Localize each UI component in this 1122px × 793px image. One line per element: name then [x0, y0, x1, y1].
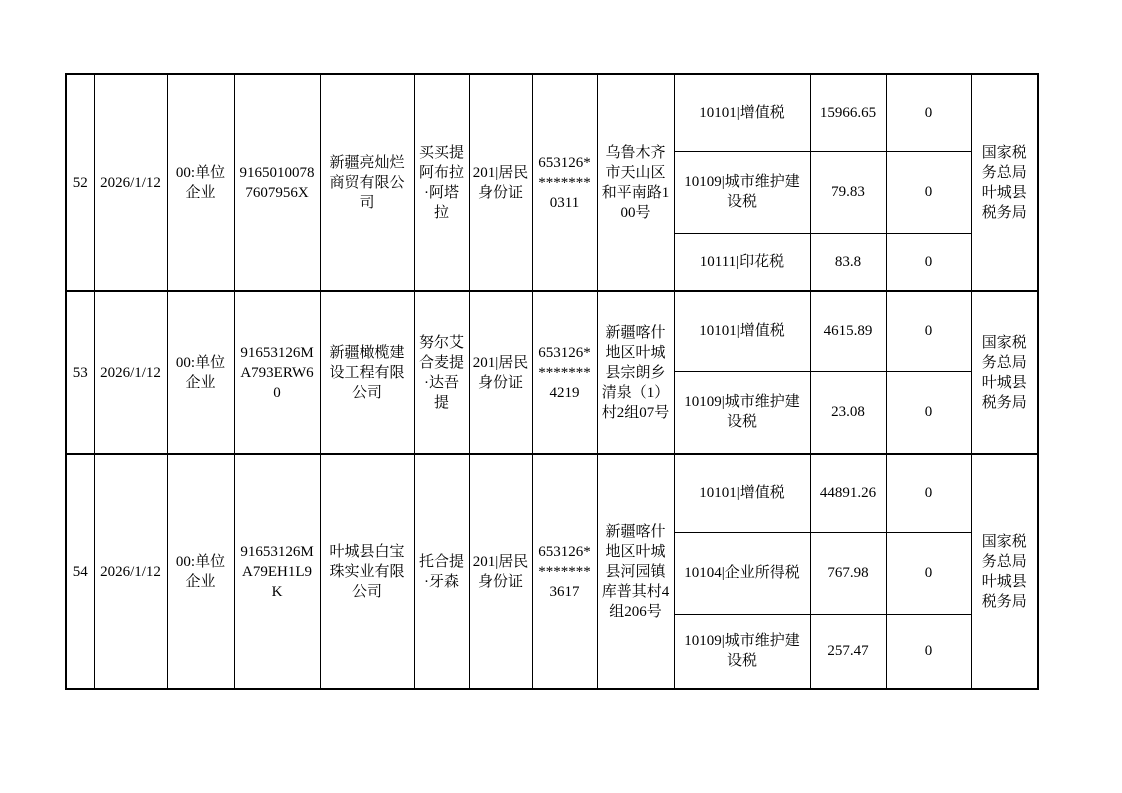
id-number-cell: 653126********3617 — [532, 454, 597, 689]
legal-person-cell: 托合提·牙森 — [414, 454, 469, 689]
records-body — [66, 74, 1038, 689]
company-cell: 叶城县白宝珠实业有限公司 — [320, 454, 414, 689]
credit-code-cell: 91653126MA793ERW60 — [234, 291, 320, 454]
seq-cell: 53 — [66, 291, 94, 454]
tax-item-cell: 10101|增值税 — [674, 74, 810, 151]
reg-type-cell: 00:单位企业 — [167, 74, 234, 291]
reg-type-cell: 00:单位企业 — [167, 291, 234, 454]
tax-penalty-cell: 0 — [886, 291, 971, 371]
seq-cell: 54 — [66, 454, 94, 689]
tax-amount-cell: 15966.65 — [810, 74, 886, 151]
tax-amount-cell: 83.8 — [810, 233, 886, 291]
tax-penalty-cell: 0 — [886, 454, 971, 532]
tax-amount-cell: 257.47 — [810, 614, 886, 689]
bureau-cell: 国家税务总局叶城县税务局 — [971, 291, 1038, 454]
tax-penalty-cell: 0 — [886, 532, 971, 614]
tax-amount-cell: 767.98 — [810, 532, 886, 614]
bureau-cell: 国家税务总局叶城县税务局 — [971, 74, 1038, 291]
tax-item-cell: 10109|城市维护建设税 — [674, 371, 810, 454]
legal-person-cell: 买买提阿布拉·阿塔拉 — [414, 74, 469, 291]
table-row — [66, 291, 1038, 371]
id-number-cell: 653126********0311 — [532, 74, 597, 291]
tax-penalty-cell: 0 — [886, 74, 971, 151]
reg-type-cell: 00:单位企业 — [167, 454, 234, 689]
legal-person-cell: 努尔艾合麦提·达吾提 — [414, 291, 469, 454]
date-cell: 2026/1/12 — [94, 454, 167, 689]
id-number-cell: 653126********4219 — [532, 291, 597, 454]
credit-code-cell: 91650100787607956X — [234, 74, 320, 291]
credit-code-cell: 91653126MA79EH1L9K — [234, 454, 320, 689]
tax-item-cell: 10109|城市维护建设税 — [674, 614, 810, 689]
date-cell: 2026/1/12 — [94, 291, 167, 454]
tax-amount-cell: 44891.26 — [810, 454, 886, 532]
tax-penalty-cell: 0 — [886, 151, 971, 233]
company-cell: 新疆亮灿烂商贸有限公司 — [320, 74, 414, 291]
address-cell: 新疆喀什地区叶城县河园镇库普其村4组206号 — [597, 454, 674, 689]
id-type-cell: 201|居民身份证 — [469, 291, 532, 454]
tax-amount-cell: 23.08 — [810, 371, 886, 454]
seq-cell: 52 — [66, 74, 94, 291]
address-cell: 新疆喀什地区叶城县宗朗乡清泉（1）村2组07号 — [597, 291, 674, 454]
id-type-cell: 201|居民身份证 — [469, 454, 532, 689]
tax-penalty-cell: 0 — [886, 233, 971, 291]
tax-item-cell: 10111|印花税 — [674, 233, 810, 291]
address-cell: 乌鲁木齐市天山区和平南路100号 — [597, 74, 674, 291]
tax-item-cell: 10109|城市维护建设税 — [674, 151, 810, 233]
tax-penalty-cell: 0 — [886, 614, 971, 689]
date-cell: 2026/1/12 — [94, 74, 167, 291]
tax-amount-cell: 79.83 — [810, 151, 886, 233]
id-type-cell: 201|居民身份证 — [469, 74, 532, 291]
tax-item-cell: 10101|增值税 — [674, 454, 810, 532]
table-row — [66, 454, 1038, 532]
tax-item-cell: 10104|企业所得税 — [674, 532, 810, 614]
tax-penalty-cell: 0 — [886, 371, 971, 454]
tax-arrears-table — [65, 73, 1039, 690]
company-cell: 新疆橄榄建设工程有限公司 — [320, 291, 414, 454]
tax-item-cell: 10101|增值税 — [674, 291, 810, 371]
table-row — [66, 74, 1038, 151]
bureau-cell: 国家税务总局叶城县税务局 — [971, 454, 1038, 689]
tax-amount-cell: 4615.89 — [810, 291, 886, 371]
